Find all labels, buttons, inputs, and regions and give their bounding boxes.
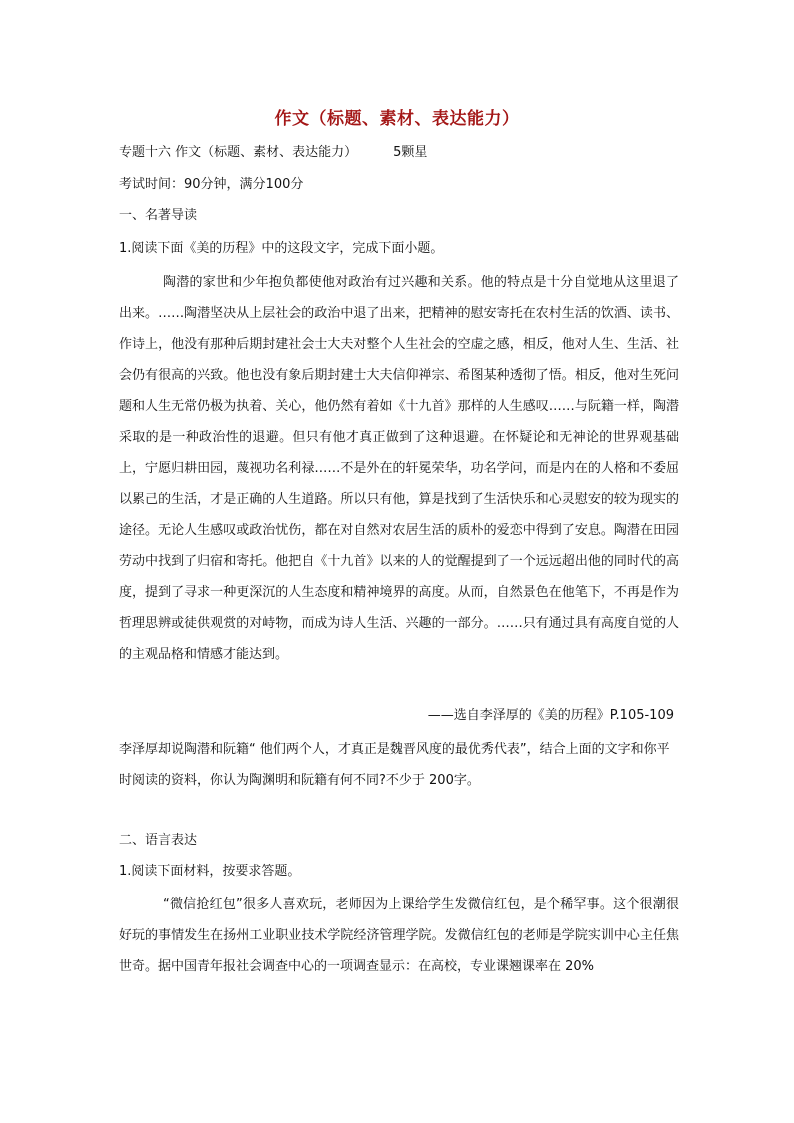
topic-label: 专题十六 作文（标题、素材、表达能力） bbox=[119, 145, 358, 160]
material-passage: “微信抢红包”很多人喜欢玩，老师因为上课给学生发微信红包，是个稀罕事。这个很潮很好玩的事情发生在扬州工业职业技术学院经济管理学院。发微信红包的老师是学院实训中心主任焦世奇。据中国青年报社会调查中心的一项调查显示：在高校，专业课翘课率在 20% bbox=[119, 897, 679, 974]
reading-passage: 陶潜的家世和少年抱负都使他对政治有过兴趣和关系。他的特点是十分自觉地从这里退了出来。……陶潜坚决从上层社会的政治中退了出来，把精神的慰安寄托在农村生活的饮酒、读书、作诗上，他没有那种后期封建社会士大夫对整个人生社会的空虚之感，相反，他对人生、生活、社会仍有很高的兴致。他也没有象后期封建士大夫信仰禅宗、希图某种透彻了悟。相反，他对生死问题和人生无常仍极为执着、关心，他仍然有着如《十九首》那样的人生感叹……与阮籍一样，陶潜采取的是一种政治性的退避。但只有他才真正做到了这种退避。在怀疑论和无神论的世界观基础上，宁愿归耕田园，蔑视功名利禄……不是外在的轩冕荣华，功名学问，而是内在的人格和不委屈以累己的生活，才是正确的人生道路。所以只有他，算是找到了生活快乐和心灵慰安的较为现实的途径。无论人生感叹或政治忧伤，都在对自然对农居生活的质朴的爱恋中得到了安息。陶潜在田园劳动中找到了归宿和寄托。他把自《十九首》以来的人的觉醒提到了一个远远超出他的同时代的高度，提到了寻求一种更深沉的人生态度和精神境界的高度。从而，自然景色在他笔下，不再是作为哲理思辨或徒供观赏的对峙物，而成为诗人生活、兴趣的一部分。……只有通过具有高度自觉的人的主观品格和情感才能达到。 bbox=[119, 275, 679, 662]
exam-time: 考试时间：90分钟，满分100分 bbox=[119, 177, 304, 192]
question-1-prompt: 1.阅读下面《美的历程》中的这段文字，完成下面小题。 bbox=[119, 241, 444, 256]
passage-source: ——选自李泽厚的《美的历程》P.105-109 bbox=[427, 708, 674, 723]
essay-question: 李泽厚却说陶潜和阮籍“ 他们两个人，才真正是魏晋风度的最优秀代表”，结合上面的文字和你平时阅读的资料，你认为陶渊明和阮籍有何不同?不少于 200字。 bbox=[119, 742, 670, 788]
question-2-prompt: 1.阅读下面材料，按要求答题。 bbox=[119, 864, 301, 879]
difficulty-stars: 5颗星 bbox=[393, 145, 428, 160]
section-heading-reading: 一、名著导读 bbox=[119, 208, 198, 223]
page-title: 作文（标题、素材、表达能力） bbox=[274, 109, 520, 129]
section-heading-language: 二、语言表达 bbox=[119, 833, 198, 848]
topic-line bbox=[119, 143, 427, 163]
